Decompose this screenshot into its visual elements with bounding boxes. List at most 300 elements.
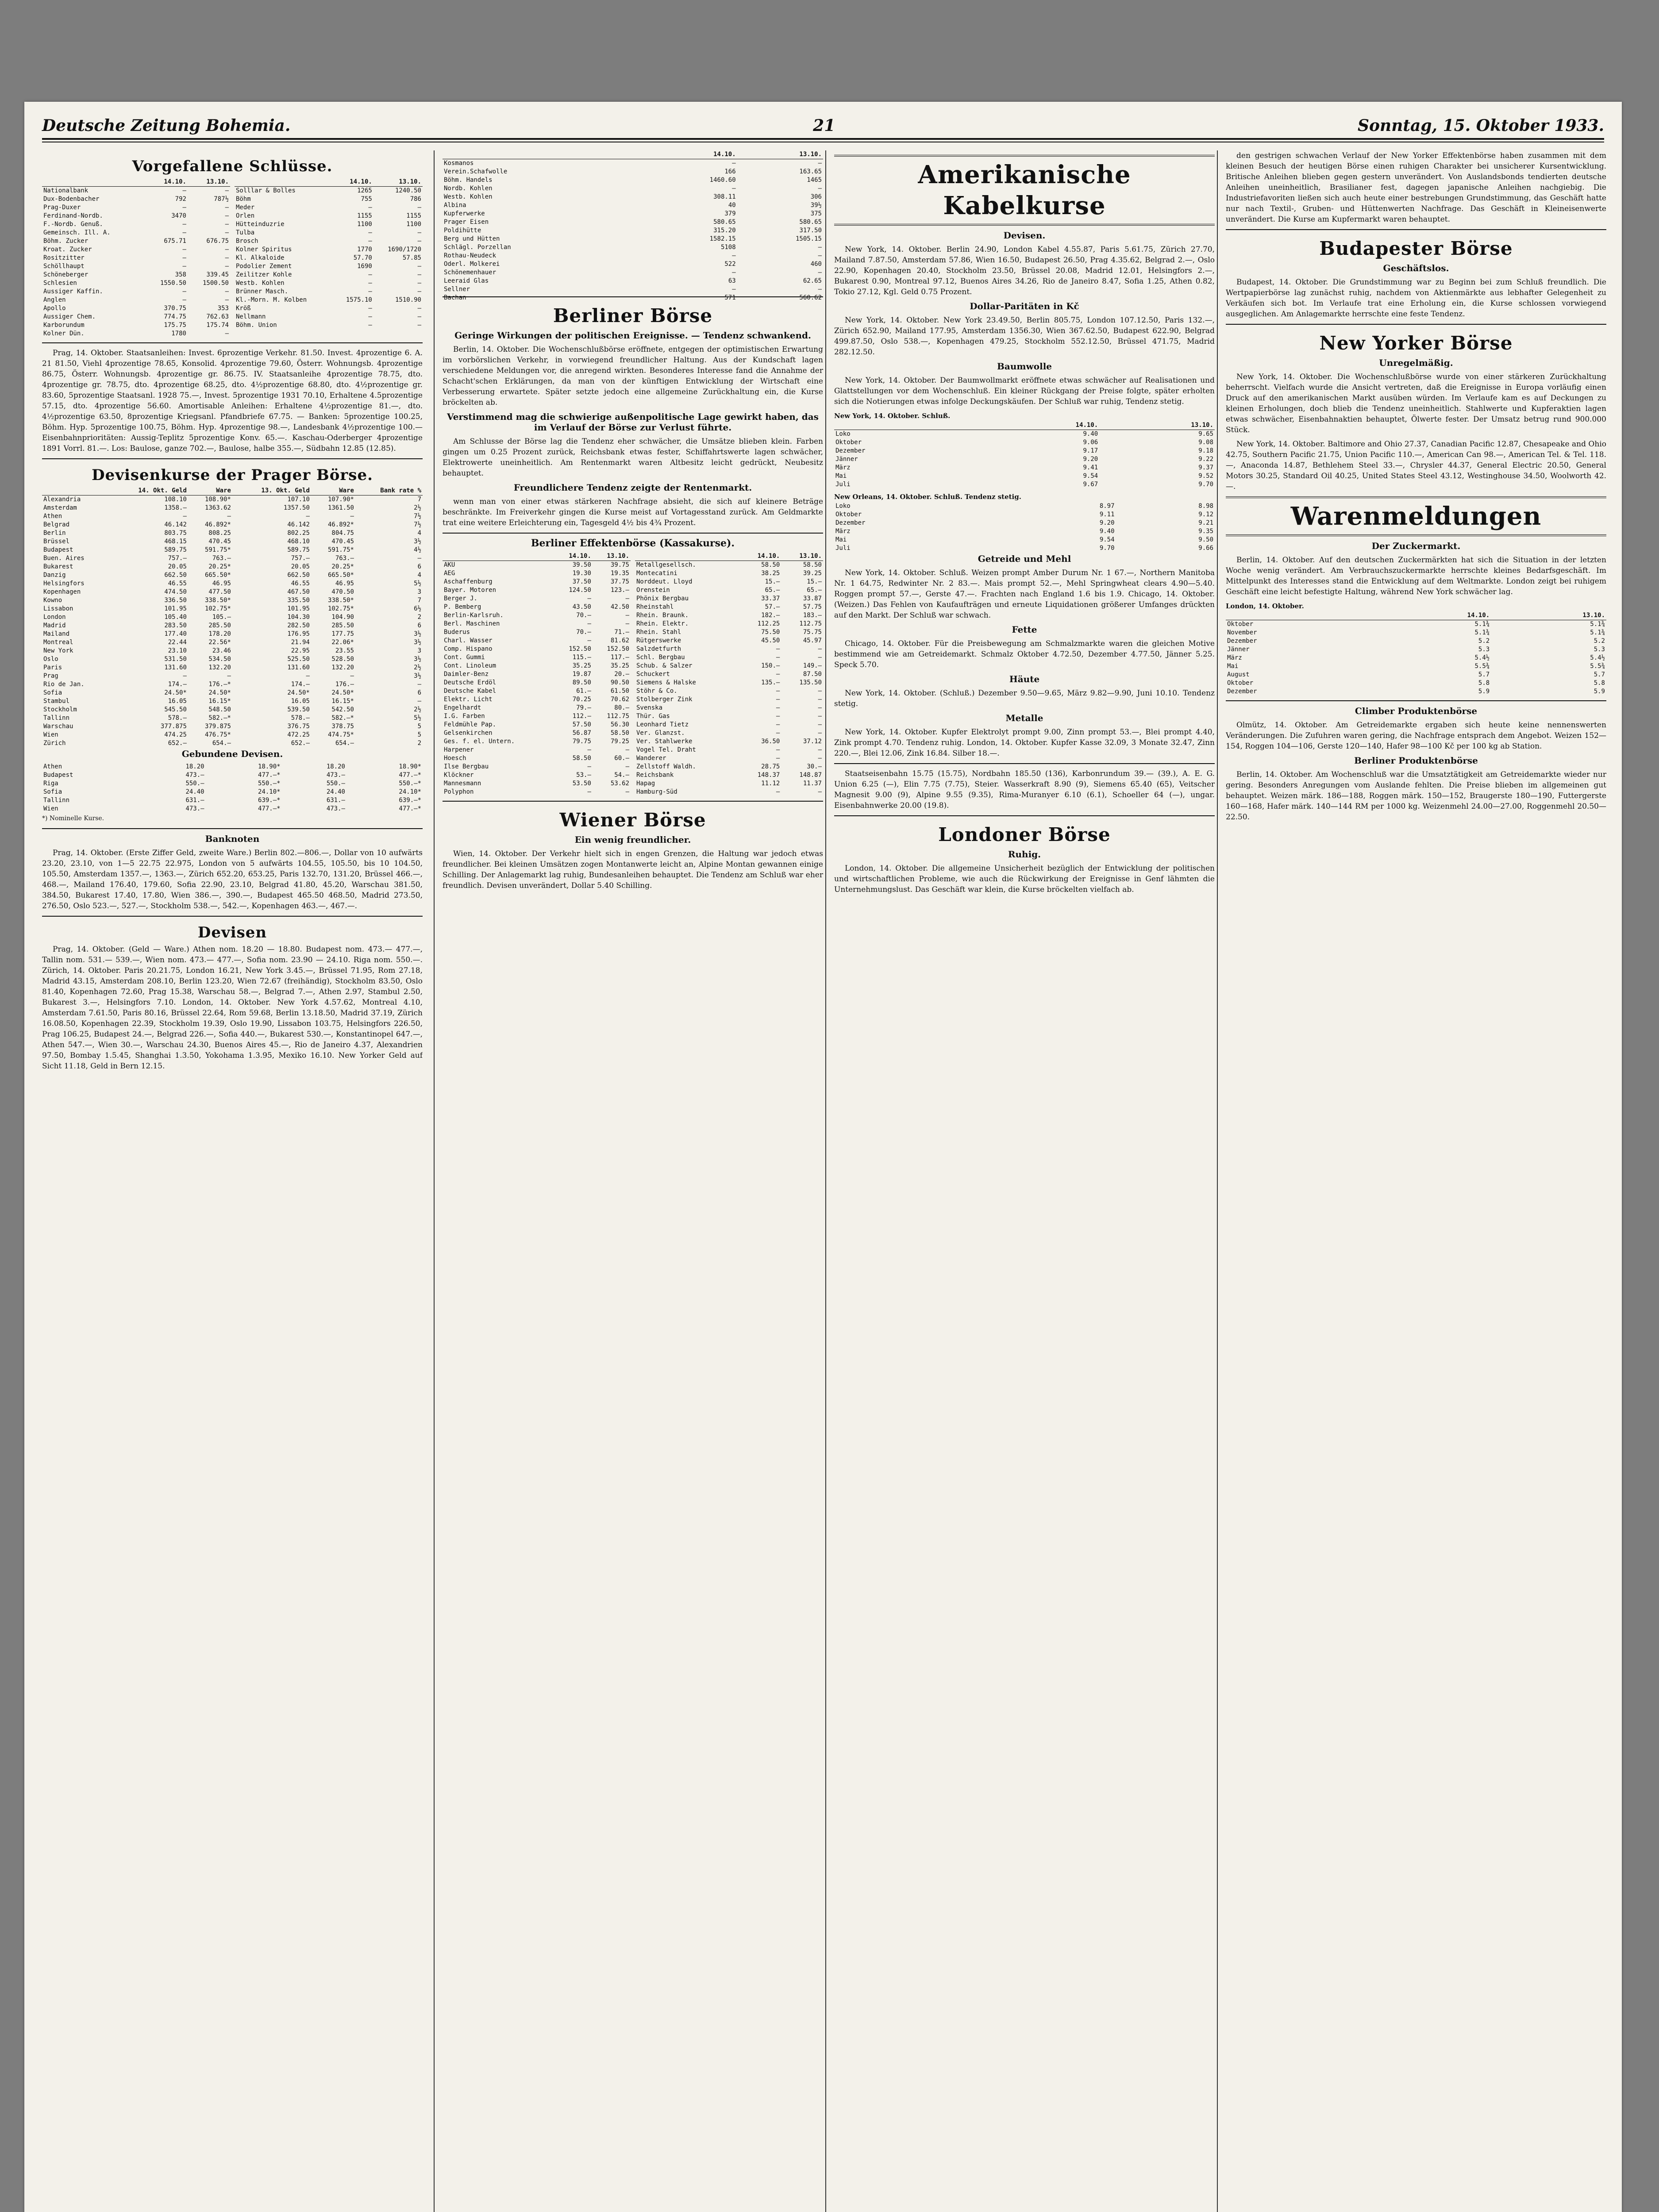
table-cell: — <box>818 244 822 251</box>
table-cell: 379.875 <box>204 723 231 730</box>
table-row <box>635 586 823 595</box>
table-cell: 9.20 <box>1099 519 1115 526</box>
table-cell: — <box>587 746 591 753</box>
table-row <box>42 254 230 262</box>
table-cell: — <box>183 513 187 520</box>
table-row <box>635 595 823 603</box>
table-cell: 550.—* <box>258 780 281 787</box>
table-cell: — <box>225 254 229 261</box>
table-cell: 23.10 <box>168 647 187 654</box>
table-cell: 665.50* <box>204 572 231 579</box>
table-cell: 131.60 <box>164 664 187 671</box>
table-cell: 5.9 <box>1478 688 1490 695</box>
amerikanische-text: New York, 14. Oktober. Berlin 24.90, London Kabel 4.55.87, Paris 5.61.75, Zürich 27.70, Mailand 7.87.50, Amsterdam 57.86, Wien 16.50, Budapest 26.50, Prag 4.35.62, Belgrad 2.—, Oslo 22.90, Kopenhagen 20.40, Stockholm 23.50, Brüssel 20.08, Madrid 12.01, Helsingfors 2.—, Bukarest 0.90, Montreal 97.12, Buenos Aires 34.26, Rio de Janeiro 8.47, Sofia 1.25, Athen 0.82, Tokio 27.12, Kgl. Geld 0.75 Prozent. <box>834 245 1215 296</box>
table-cell: 306 <box>810 193 822 200</box>
table-cell: 9.20 <box>1083 456 1098 463</box>
table-cell: 104.30 <box>287 614 310 621</box>
table-row <box>834 430 1215 439</box>
table-cell: Dezember <box>835 447 866 454</box>
table-cell: 40 <box>728 202 736 209</box>
table-cell: 639.—* <box>258 797 281 804</box>
table-cell: — <box>818 721 822 728</box>
table-cell: — <box>350 672 354 680</box>
table-cell: 474.75* <box>327 731 354 738</box>
table-cell: — <box>368 280 372 287</box>
table-cell: Berlin-Karlsruh. <box>444 612 504 619</box>
table-row <box>42 187 230 196</box>
table-cell: — <box>776 746 780 753</box>
table-cell: 57.70 <box>353 254 372 261</box>
table-cell: 65.— <box>807 587 822 594</box>
table-cell: 30.— <box>807 763 822 770</box>
table-header-row <box>443 552 631 561</box>
table-cell: 135.50 <box>799 679 822 686</box>
table-cell: 75.75 <box>803 629 822 636</box>
table-row <box>42 664 423 672</box>
gebundene-title: Gebundene Devisen. <box>181 749 283 759</box>
table-cell: 58.50 <box>610 730 629 737</box>
table-cell: Prag <box>43 672 58 680</box>
table-cell: 11.12 <box>761 780 780 787</box>
table-cell: — <box>732 160 736 167</box>
table-cell: November <box>1227 629 1257 636</box>
table-cell: 62.65 <box>803 277 822 284</box>
table-row <box>443 603 631 611</box>
column-header: 13.10. <box>781 552 823 561</box>
table-cell: 101.95 <box>164 605 187 612</box>
table-cell: 542.50 <box>331 706 354 713</box>
table-cell: 470.45 <box>331 538 354 545</box>
newyorker-text: New York, 14. Oktober. Die Wochenschlußbörse wurde von einer stärkeren Zurückhaltung beherrscht. Vielfach wurde die Ansicht vertreten, daß die Ereignisse in Europa vorläufig einen Druck auf den amerikanischen Markt ausüben würden. Im Verlaufe kam es auf Deckungen zu kleinen Erholungen, doch blieb die Tendenz uneinheitlich. Stahlwerte und Kupferaktien lagen etwas schwächer, Eisenbahnaktien behauptet, Ölwerte fester. Der Umsatz betrug rund 900.000 Stück. <box>1226 373 1606 434</box>
berliner-boerse-sub: Geringe Wirkungen der politischen Ereignisse. — Tendenz schwankend. <box>454 330 811 341</box>
table-row <box>834 527 1215 536</box>
table-cell: 9.18 <box>1198 447 1213 454</box>
budapester-sub: Geschäftslos. <box>1383 263 1449 273</box>
column-header <box>443 150 651 159</box>
devisen-title: Devisen <box>197 924 267 941</box>
table-cell: 5.3 <box>1478 646 1490 653</box>
table-cell: Mailand <box>43 630 70 637</box>
table-cell: 336.50 <box>164 597 187 604</box>
berliner-boerse-title: Berliner Börse <box>553 305 713 326</box>
table-cell: 5 <box>417 731 421 738</box>
table-cell: Orenstein <box>636 587 670 594</box>
table-cell: Danzig <box>43 572 66 579</box>
table-cell: — <box>182 263 186 270</box>
table-header-row <box>235 178 423 187</box>
table-cell: 1510.90 <box>395 296 421 303</box>
table-cell: 178.20 <box>208 630 231 637</box>
table-cell: 152.50 <box>607 645 629 653</box>
berliner-boerse-text3: wenn man von einer etwas stärkeren Nachfrage absieht, die sich auf kleinere Beträge beschränkte. Im Freiverkehr gingen die Kurse meist auf Vortagesstand zurück. Am Geldmarkte trat eine weitere Erleichterung ein, Tagesgeld 4½ bis 4¾ Prozent. <box>443 497 823 527</box>
table-cell: 665.50* <box>327 572 354 579</box>
table-cell: 1582.15 <box>709 235 736 242</box>
table-cell: — <box>732 185 736 192</box>
table-cell: 33.37 <box>761 595 780 602</box>
effekten-table-1 <box>443 552 631 796</box>
table-cell: — <box>818 252 822 259</box>
table-cell: Stöhr & Co. <box>636 687 677 695</box>
table-cell: 117.— <box>610 654 629 661</box>
table-cell: 24.10* <box>258 788 281 795</box>
table-cell: 9.12 <box>1198 511 1213 518</box>
table-cell: Phönix Bergbau <box>636 595 689 602</box>
table-cell: 3½ <box>414 538 421 545</box>
table-cell: Berlin <box>43 530 66 537</box>
table-cell: 24.10* <box>399 788 421 795</box>
effekten-title: Berliner Effektenbörse (Kassakurse). <box>531 538 735 549</box>
table-cell: — <box>818 746 822 753</box>
table-cell: — <box>776 713 780 720</box>
table-row <box>443 218 823 227</box>
table-cell: 22.44 <box>168 639 187 646</box>
table-row <box>42 204 230 212</box>
table-cell: Helsingfors <box>43 580 85 587</box>
table-row <box>42 580 423 588</box>
table-cell: Prag-Duxer <box>43 204 81 211</box>
table-row <box>42 220 230 229</box>
column-1 <box>42 150 423 2212</box>
dollar-paritaeten-text: New York, 14. Oktober. New York 23.49.50, Berlin 805.75, London 107.12.50, Paris 132.—, Zürich 652.90, Mailand 177.95, Amsterdam 1356.30, Wien 367.62.50, Budapest 622.90, Belgrad 499.87.50, Oslo 538.—, Kopenhagen 479.25, Stockholm 552.12.50, Brüssel 471.75, Madrid 282.12.50. <box>834 316 1215 357</box>
table-row <box>42 296 230 304</box>
table-row <box>834 502 1215 511</box>
table-cell: 339.45 <box>206 271 229 278</box>
zucker-london-title: London, 14. Oktober. <box>1226 602 1304 610</box>
table-row <box>443 670 631 679</box>
table-cell: 1361.50 <box>327 504 354 511</box>
table-cell: Ver. Stahlwerke <box>636 738 693 745</box>
table-cell: 9.37 <box>1198 464 1213 471</box>
table-cell: 152.50 <box>569 645 591 653</box>
table-cell: 589.75 <box>287 546 310 553</box>
table-cell: 46.95 <box>212 580 231 587</box>
baumwolle-title: Baumwolle <box>997 361 1052 372</box>
table-row <box>42 605 423 613</box>
table-cell: Rhein. Stahl <box>636 629 681 636</box>
table-cell: Rothau-Neudeck <box>444 252 497 259</box>
masthead <box>42 108 1604 135</box>
table-cell: Stambul <box>43 698 70 705</box>
table-cell: Thür. Gas <box>636 713 670 720</box>
table-row <box>42 771 423 780</box>
table-cell: Mai <box>1227 663 1239 670</box>
table-cell: — <box>417 238 421 245</box>
table-cell: — <box>818 696 822 703</box>
table-cell: 9.06 <box>1083 439 1098 446</box>
table-cell: 763.— <box>212 555 231 562</box>
vorgefallene-tables <box>42 178 423 338</box>
table-cell: Oktober <box>835 511 862 518</box>
table-row <box>42 588 423 596</box>
table-row <box>42 672 423 680</box>
table-cell: 468.15 <box>164 538 187 545</box>
table-cell: Montecatini <box>636 570 677 577</box>
table-row <box>42 504 423 512</box>
table-cell: 792 <box>175 196 186 203</box>
table-row <box>42 521 423 529</box>
table-cell: 525.50 <box>287 656 310 663</box>
table-cell: 19.30 <box>572 570 591 577</box>
table-cell: 591.75* <box>204 546 231 553</box>
table-cell: 285.50 <box>331 622 354 629</box>
table-cell: Gelsenkirchen <box>444 730 493 737</box>
table-cell: — <box>818 788 822 795</box>
table-row <box>834 480 1215 489</box>
table-cell: Schlesien <box>43 280 77 287</box>
table-cell: — <box>818 730 822 737</box>
table-cell: — <box>818 687 822 695</box>
table-cell: 545.50 <box>164 706 187 713</box>
table-row <box>42 237 230 246</box>
table-row <box>443 277 823 285</box>
table-row <box>42 246 230 254</box>
table-row <box>235 204 423 212</box>
table-row <box>443 184 823 193</box>
table-row <box>443 243 823 252</box>
table-row <box>235 321 423 330</box>
table-cell: 105.— <box>212 614 231 621</box>
table-cell: 35.25 <box>572 662 591 669</box>
table-cell: 39½ <box>810 202 822 209</box>
table-cell: Böhm. Union <box>236 322 277 329</box>
table-row <box>834 472 1215 480</box>
table-cell: 5.4½ <box>1474 654 1490 661</box>
table-cell: — <box>368 238 372 245</box>
table-cell: — <box>306 672 310 680</box>
getreide-title: Getreide und Mehl <box>978 553 1071 564</box>
table-cell: Meder <box>236 204 255 211</box>
zucker-text: Berlin, 14. Oktober. Auf den deutschen Zuckermärkten hat sich die Situation in der letzten Woche wenig verändert. Am Verbrauchszuckermarkte herrschte kleines Bedarfsgeschäft. Im Mittelpunkt des Interesses stand die Entwicklung auf dem Weltmarkte. London zeigt bei ruhigem Geschäft eine leicht befestigte Haltung, während New York schwächer lag. <box>1226 556 1606 596</box>
fette-text: Chicago, 14. Oktober. Für die Preisbewegung am Schmalzmarkte waren die gleichen Motive bestimmend wie am Getreidemarkt. Schmalz Oktober 4.72.50, Dezember 4.77.50, Jänner 5.25. Speck 5.70. <box>834 639 1215 669</box>
table-cell: Paris <box>43 664 62 671</box>
table-cell: 71.— <box>614 629 629 636</box>
table-row <box>1226 679 1606 687</box>
metalle-text: New York, 14. Oktober. Kupfer Elektrolyt prompt 9.00, Zinn prompt 53.—, Blei prompt 4.40, Zink prompt 4.70. Tendenz ruhig. London, 14. Oktober. Kupfer Kasse 32.09, 3 Monate 32.47, Zinn 220.—, Blei 12.06, Zink 16.84. Silber 18.—. <box>834 728 1215 758</box>
table-cell: 112.25 <box>757 620 780 627</box>
table-cell: Kröß <box>236 305 251 312</box>
table-cell: — <box>625 746 629 753</box>
table-cell: 39.25 <box>803 570 822 577</box>
table-cell: 802.25 <box>287 530 310 537</box>
table-cell: — <box>182 221 186 228</box>
table-cell: 79.25 <box>610 738 629 745</box>
table-cell: 60.— <box>614 755 629 762</box>
table-cell: 550.— <box>185 780 204 787</box>
table-cell: 23.46 <box>212 647 231 654</box>
masthead-date: Sonntag, 15. Oktober 1933. <box>1358 116 1604 135</box>
column-header <box>443 552 554 561</box>
table-cell: — <box>225 330 229 337</box>
table-row <box>235 212 423 220</box>
table-cell: 1265 <box>357 187 372 194</box>
budapester-text: Budapest, 14. Oktober. Die Grundstimmung war zu Beginn bei zum Schluß freundlich. Die Wertpapierbörse lag zunächst ruhig, nachdem von Aktienmärkte aus lebhafter Gelegenheit zu Verkäufen sich bot. Im Verlaufe trat eine Erholung ein, die Kurse schlossen vorwiegend ausgeglichen. Am Anlagemarkte herrschte eine feste Tendenz. <box>1226 278 1606 319</box>
table-row <box>42 680 423 689</box>
table-cell: 132.20 <box>331 664 354 671</box>
table-cell: 23.55 <box>335 647 354 654</box>
table-row <box>42 638 423 647</box>
column-divider <box>1217 150 1218 2212</box>
table-cell: Nationalbank <box>43 187 89 194</box>
table-cell: Budapest <box>43 772 73 779</box>
table-cell: 20.05 <box>291 563 310 570</box>
table-row <box>443 662 631 670</box>
table-cell: 175.74 <box>206 322 229 329</box>
table-cell: 9.22 <box>1198 456 1213 463</box>
table-cell: Berger J. <box>444 595 477 602</box>
table-row <box>443 737 631 746</box>
table-cell: Ilse Bergbau <box>444 763 489 770</box>
getreide-text: New York, 14. Oktober. Schluß. Weizen prompt Amber Durum Nr. 1 67.—, Northern Manitoba Nr. 1 64.75, Redwinter Nr. 2 83.—. Mais prompt 52.—, Mehl Springwheat clears 4.90—5.40. Roggen prompt 57.—, Gerste 47.—. Frachten nach England 1.6 bis 1.9. Chicago, 14. Oktober. (Weizen.) Das Fehlen von Kaufaufträgen und erneute Liquidationen größerer Umfanges drückten auf den Markt. Der Schluß war schwach. <box>834 568 1215 620</box>
table-cell: 45.50 <box>761 637 780 644</box>
table-row <box>635 687 823 695</box>
table-cell: Athen <box>43 513 62 520</box>
column-header: Ware <box>188 487 232 495</box>
table-cell: — <box>818 160 822 167</box>
table-row <box>443 201 823 210</box>
table-cell: 675.71 <box>164 238 186 245</box>
table-cell: Salzdetfurth <box>636 645 681 653</box>
divider <box>443 533 823 534</box>
table-cell: — <box>776 645 780 653</box>
table-row <box>635 628 823 637</box>
table-cell: 9.17 <box>1083 447 1098 454</box>
table-cell: 308.11 <box>713 193 736 200</box>
table-cell: 43.50 <box>572 603 591 611</box>
table-cell: 467.50 <box>287 588 310 595</box>
table-cell: 376.75 <box>287 723 310 730</box>
table-cell: 63 <box>728 277 736 284</box>
column-header: Bank rate % <box>355 487 423 495</box>
table-cell: Oktober <box>1227 621 1254 628</box>
table-cell: 37.50 <box>572 578 591 585</box>
table-cell: 1690/1720 <box>388 246 421 253</box>
table-cell: 20.— <box>614 671 629 678</box>
table-cell: 148.37 <box>757 772 780 779</box>
table-cell: 149.— <box>803 662 822 669</box>
table-row <box>443 721 631 729</box>
table-cell: Verein.Schafwolle <box>444 168 508 175</box>
table-cell: 176.95 <box>287 630 310 637</box>
table-cell: 774.75 <box>164 313 186 320</box>
table-cell: — <box>732 286 736 293</box>
table-cell: F.-Nordb. Genuß. <box>43 221 103 228</box>
table-cell: Schönemenhauer <box>444 269 497 276</box>
table-cell: Mannesmann <box>444 780 481 787</box>
table-cell: — <box>818 713 822 720</box>
table-cell: 70.62 <box>610 696 629 703</box>
table-row <box>443 637 631 645</box>
berliner-boerse-text: Berlin, 14. Oktober. Die Wochenschlußbörse eröffnete, entgegen der optimistischen Erwartung im vorbörslichen Verkehr, in vorwiegend freundlicher Haltung. Aus der Kundschaft lagen verschiedene Meldungen vor, die anregend wirkten. Besonderes Interesse fand die Annahme der Schacht'schen Erklärungen, da man von der künftigen Entwicklung der Wirtschaft eine Verbesserung erwartete. Später setzte jedoch eine allgemeine Zurückhaltung ein, die Kurse bröckelten ab. <box>443 345 823 407</box>
table-cell: 9.21 <box>1198 519 1213 526</box>
table-cell: Jänner <box>1227 646 1250 653</box>
table-cell: Kopenhagen <box>43 588 81 595</box>
table-cell: 315.20 <box>713 227 736 234</box>
column-4 <box>1226 150 1606 2212</box>
table-cell: Böhm. Handels <box>444 177 493 184</box>
table-cell: Orlen <box>236 212 255 219</box>
table-cell: 676.75 <box>206 238 229 245</box>
table-cell: Buen. Aires <box>43 555 85 562</box>
table-cell: 6½ <box>414 605 421 612</box>
table-cell: Svenska <box>636 704 663 711</box>
table-row <box>235 187 423 196</box>
table-cell: — <box>587 763 591 770</box>
table-cell: 473.— <box>185 805 204 812</box>
table-cell: — <box>225 288 229 295</box>
table-row <box>443 168 823 176</box>
table-cell: — <box>776 755 780 762</box>
table-row <box>443 788 631 796</box>
table-cell: 358 <box>175 271 186 278</box>
wiener-boerse-title: Wiener Börse <box>559 809 706 831</box>
column-header: 14.10. <box>1375 611 1491 620</box>
table-cell: 163.65 <box>799 168 822 175</box>
column-header: 14.10. <box>739 552 781 561</box>
table-cell: 1780 <box>171 330 186 337</box>
masthead-title: Deutsche Zeitung Bohemia. <box>42 116 291 135</box>
table-cell: Prager Eisen <box>444 219 489 226</box>
table-cell: 24.40 <box>326 788 345 795</box>
table-cell: Loko <box>835 503 851 510</box>
table-cell: 11.37 <box>803 780 822 787</box>
table-row <box>42 714 423 722</box>
table-cell: — <box>587 620 591 627</box>
table-cell: Schöneberger <box>43 271 89 278</box>
table-row <box>834 511 1215 519</box>
table-row <box>443 176 823 184</box>
table-cell: 101.95 <box>287 605 310 612</box>
table-cell: Stolberger Zink <box>636 696 693 703</box>
vorgefallene-table-b <box>235 178 423 330</box>
table-cell: 56.30 <box>610 721 629 728</box>
table-cell: 370.75 <box>164 305 186 312</box>
table-cell: 9.50 <box>1198 536 1213 543</box>
devisenkurse-table <box>42 487 423 748</box>
table-cell: — <box>818 645 822 653</box>
table-cell: 42.50 <box>610 603 629 611</box>
table-cell: Harpener <box>444 746 474 753</box>
table-cell: 175.75 <box>164 322 186 329</box>
table-cell: 9.54 <box>1083 472 1098 480</box>
table-cell: 9.70 <box>1198 481 1213 488</box>
table-cell: Rütgerswerke <box>636 637 681 644</box>
table-cell: 135.— <box>761 679 780 686</box>
table-cell: 5.5¾ <box>1474 663 1490 670</box>
table-cell: 539.50 <box>287 706 310 713</box>
table-row <box>443 628 631 637</box>
table-row <box>635 637 823 645</box>
table-cell: 763.— <box>335 555 354 562</box>
table-row <box>443 687 631 695</box>
table-cell: 112.75 <box>607 713 629 720</box>
table-cell: 531.50 <box>164 656 187 663</box>
haeute-text: New York, 14. Oktober. (Schluß.) Dezember 9.50—9.65, März 9.82—9.90, Juni 10.10. Tendenz stetig. <box>834 689 1215 708</box>
table-cell: 477.—* <box>258 805 281 812</box>
gebundene-devisen-table <box>42 763 423 813</box>
table-row <box>443 227 823 235</box>
table-row <box>635 746 823 754</box>
table-cell: Deutsche Kabel <box>444 687 497 695</box>
table-cell: Tulba <box>236 229 255 236</box>
table-cell: AEG <box>444 570 455 577</box>
table-header-row <box>42 487 423 495</box>
table-row <box>834 536 1215 544</box>
table-cell: 2 <box>417 740 421 747</box>
table-cell: 7½ <box>414 513 421 520</box>
table-cell: 528.50 <box>331 656 354 663</box>
table-cell: 378.75 <box>331 723 354 730</box>
table-cell: 2½ <box>414 504 421 511</box>
